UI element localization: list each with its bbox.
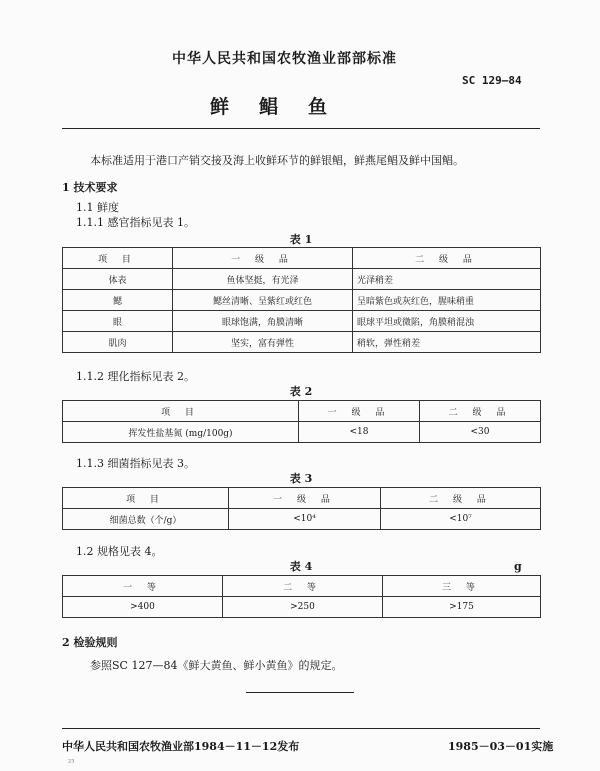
table-cell: 体表: [63, 269, 173, 290]
table-cell: 挥发性盐基氮 (mg/100g): [63, 422, 299, 443]
table-cell: >175: [383, 597, 541, 618]
table-cell: >400: [63, 597, 223, 618]
table-4-caption: 表 4: [289, 560, 313, 573]
table-cell: 细菌总数（个/g）: [63, 509, 229, 530]
table-2-header-row: [63, 401, 541, 422]
table-2-header: 项 目: [63, 401, 299, 422]
table-4-header: 二 等: [223, 576, 383, 597]
table-cell: 眼球饱满，角膜清晰: [173, 311, 353, 332]
footer-divider: [62, 728, 540, 729]
section-2-text: 参照SC 127—84《鲜大黄鱼、鲜小黄鱼》的规定。: [90, 659, 343, 672]
table-2-caption: 表 2: [289, 385, 313, 398]
end-line: [246, 692, 354, 693]
table-1-header: 项 目: [63, 248, 173, 269]
table-3: [62, 487, 541, 530]
table-cell: 眼: [63, 311, 173, 332]
table-2-header: 一 级 品: [299, 401, 420, 422]
table-3-header-row: [63, 488, 541, 509]
table-cell: 呈暗紫色或灰红色，腥味稍重: [353, 290, 541, 311]
table-row: [63, 422, 541, 443]
section-1-heading: 1 技术要求: [62, 181, 118, 194]
section-1-1-2-text: 1.1.2 理化指标见表 2。: [76, 370, 195, 383]
table-4-header: 三 等: [383, 576, 541, 597]
table-cell: 眼球平坦或微陷，角膜稍混浊: [353, 311, 541, 332]
table-3-caption: 表 3: [289, 472, 313, 485]
table-cell: <10⁷: [381, 509, 541, 530]
table-cell: <30: [420, 422, 541, 443]
table-1-header: 一 级 品: [173, 248, 353, 269]
table-row: [63, 509, 541, 530]
table-row: [63, 290, 541, 311]
table-cell: 肌肉: [63, 332, 173, 353]
section-2-heading: 2 检验规则: [62, 636, 118, 649]
table-cell: 光泽稍差: [353, 269, 541, 290]
table-3-header: 二 级 品: [381, 488, 541, 509]
table-1-header-row: [63, 248, 541, 269]
table-4-unit: g: [514, 560, 522, 573]
table-1: [62, 247, 541, 353]
issue-date: 中华人民共和国农牧渔业部1984－11－12发布: [62, 740, 300, 753]
table-cell: >250: [223, 597, 383, 618]
issuing-authority: 中华人民共和国农牧渔业部部标准: [172, 51, 397, 67]
table-cell: 鳃: [63, 290, 173, 311]
table-4-header-row: [63, 576, 541, 597]
section-1-1-3-text: 1.1.3 细菌指标见表 3。: [76, 457, 195, 470]
table-2: [62, 400, 541, 443]
section-1-1-heading: 1.1 鲜度: [76, 201, 119, 214]
document-title: 鲜鲳鱼: [210, 96, 358, 118]
table-cell: 鳃丝清晰、呈紫红或红色: [173, 290, 353, 311]
table-row: [63, 597, 541, 618]
standard-code: SC 129—84: [462, 74, 522, 87]
table-4-header: 一 等: [63, 576, 223, 597]
table-1-header: 二 级 品: [353, 248, 541, 269]
table-cell: <10⁴: [229, 509, 381, 530]
table-3-header: 一 级 品: [229, 488, 381, 509]
section-1-2-text: 1.2 规格见表 4。: [76, 545, 163, 558]
table-3-header: 项 目: [63, 488, 229, 509]
table-row: [63, 311, 541, 332]
table-cell: <18: [299, 422, 420, 443]
table-cell: 稍软，弹性稍差: [353, 332, 541, 353]
effective-date: 1985－03－01实施: [448, 740, 554, 753]
page-mark: ²³: [68, 758, 75, 767]
table-cell: 鱼体坚挺，有光泽: [173, 269, 353, 290]
table-4: [62, 575, 541, 618]
table-2-header: 二 级 品: [420, 401, 541, 422]
section-1-1-1-text: 1.1.1 感官指标见表 1。: [76, 216, 195, 229]
scope-paragraph: 本标准适用于港口产销交接及海上收鲜环节的鲜银鲳，鲜燕尾鲳及鲜中国鲳。: [90, 154, 464, 167]
table-cell: 坚实，富有弹性: [173, 332, 353, 353]
header-divider: [62, 128, 540, 129]
table-1-caption: 表 1: [289, 233, 313, 246]
table-row: [63, 332, 541, 353]
table-row: [63, 269, 541, 290]
